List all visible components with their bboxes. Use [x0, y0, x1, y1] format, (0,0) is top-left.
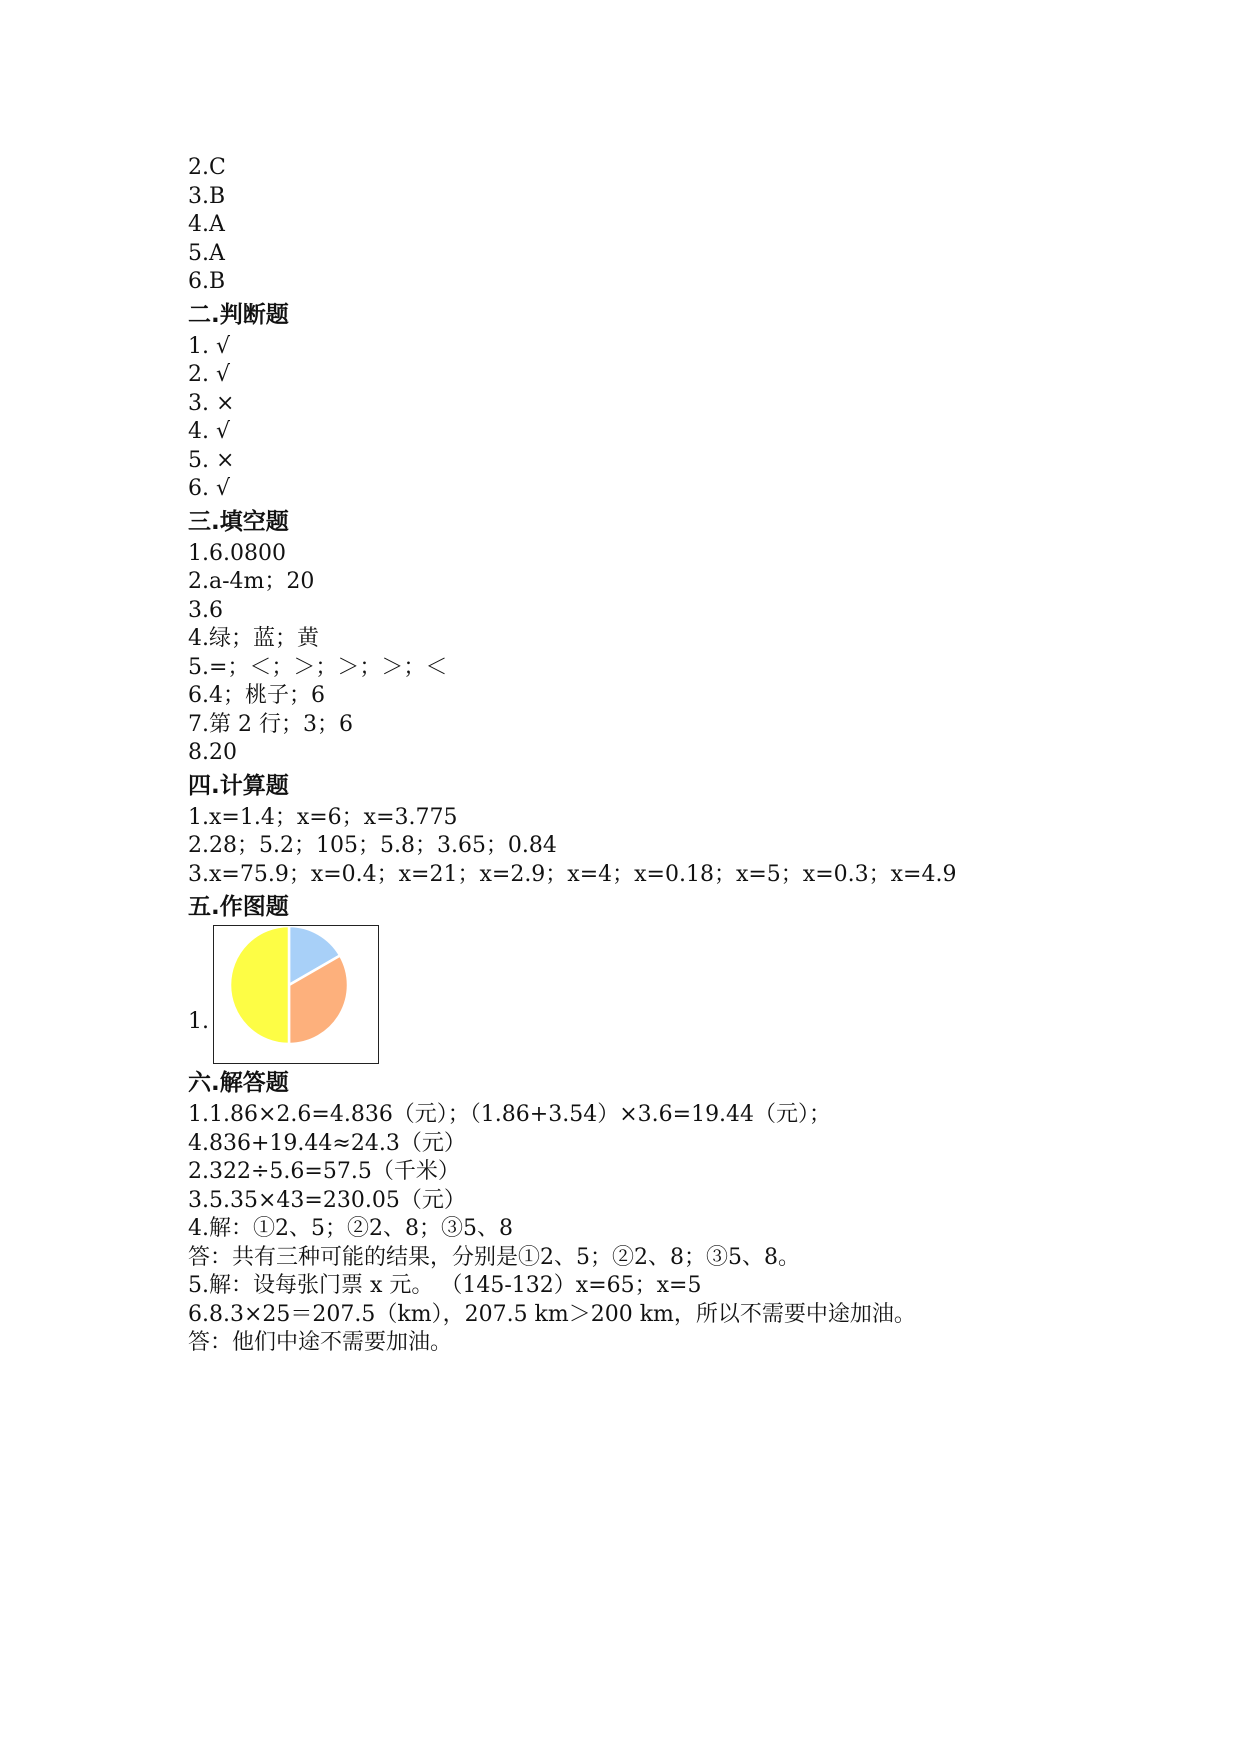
judge-answer: 2. √ — [188, 362, 231, 387]
solution-line: 6.8.3×25＝207.5（km），207.5 km＞200 km，所以不需要中途加油。 — [188, 1301, 916, 1327]
choice-answer: 4.A — [188, 212, 225, 237]
judge-answer: 5. × — [188, 447, 235, 473]
choice-answer: 6.B — [188, 269, 226, 294]
section-heading: 四.计算题 — [188, 772, 289, 799]
fill-answer: 7.第 2 行；3；6 — [188, 711, 353, 737]
solution-line: 答：他们中途不需要加油。 — [188, 1330, 453, 1355]
answer-sheet — [188, 154, 1188, 1358]
section-fill-blank — [188, 507, 1188, 768]
solution-line: 1.1.86×2.6=4.836（元）；（1.86+3.54）×3.6=19.44（元）； — [188, 1102, 832, 1127]
solution-line: 答：共有三种可能的结果，分别是①2、5；②2、8；③5、8。 — [188, 1244, 800, 1270]
choice-answer: 5.A — [188, 240, 225, 266]
section-calculation — [188, 771, 1188, 890]
fill-answer: 8.20 — [188, 740, 237, 765]
fill-answer: 5.=；＜；＞；＞；＞；＜ — [188, 654, 448, 680]
section-choice — [188, 154, 1188, 297]
choice-answer: 2.C — [188, 155, 226, 180]
judge-answer: 6. √ — [188, 476, 231, 501]
calc-answer: 3.x=75.9；x=0.4；x=21；x=2.9；x=4；x=0.18；x=5；x=0.3；x=4.9 — [188, 861, 957, 887]
fill-answer: 6.4；桃子；6 — [188, 683, 325, 708]
fill-answer: 3.6 — [188, 597, 223, 623]
section-heading: 五.作图题 — [188, 894, 289, 920]
choice-answer: 3.B — [188, 183, 226, 209]
section-heading: 三.填空题 — [188, 508, 289, 535]
solution-line: 4.836+19.44≈24.3（元） — [188, 1130, 466, 1156]
solution-line: 5.解：设每张门票 x 元。 （145-132）x=65；x=5 — [188, 1273, 702, 1298]
calc-answer: 2.28；5.2；105；5.8；3.65；0.84 — [188, 833, 557, 858]
pie-slice-yellow — [230, 926, 289, 1044]
drawing-answer-row — [188, 925, 1188, 1064]
section-drawing — [188, 892, 1188, 1064]
section-heading: 二.判断题 — [188, 301, 289, 328]
section-heading: 六.解答题 — [188, 1070, 289, 1096]
pie-chart-frame — [213, 925, 379, 1064]
pie-chart — [214, 926, 377, 1062]
solution-line: 4.解：①2、5；②2、8；③5、8 — [188, 1216, 513, 1241]
section-word-problems — [188, 1068, 1188, 1358]
fill-answer: 1.6.0800 — [188, 540, 286, 566]
drawing-item-label: 1. — [188, 1009, 209, 1034]
judge-answer: 3. × — [188, 390, 235, 416]
judge-answer: 4. √ — [188, 419, 231, 444]
solution-line: 2.322÷5.6=57.5（千米） — [188, 1159, 460, 1184]
fill-answer: 4.绿；蓝；黄 — [188, 626, 319, 651]
fill-answer: 2.a-4m；20 — [188, 569, 315, 594]
section-true-false — [188, 300, 1188, 504]
calc-answer: 1.x=1.4；x=6；x=3.775 — [188, 804, 458, 830]
judge-answer: 1. √ — [188, 333, 231, 359]
solution-line: 3.5.35×43=230.05（元） — [188, 1187, 466, 1213]
